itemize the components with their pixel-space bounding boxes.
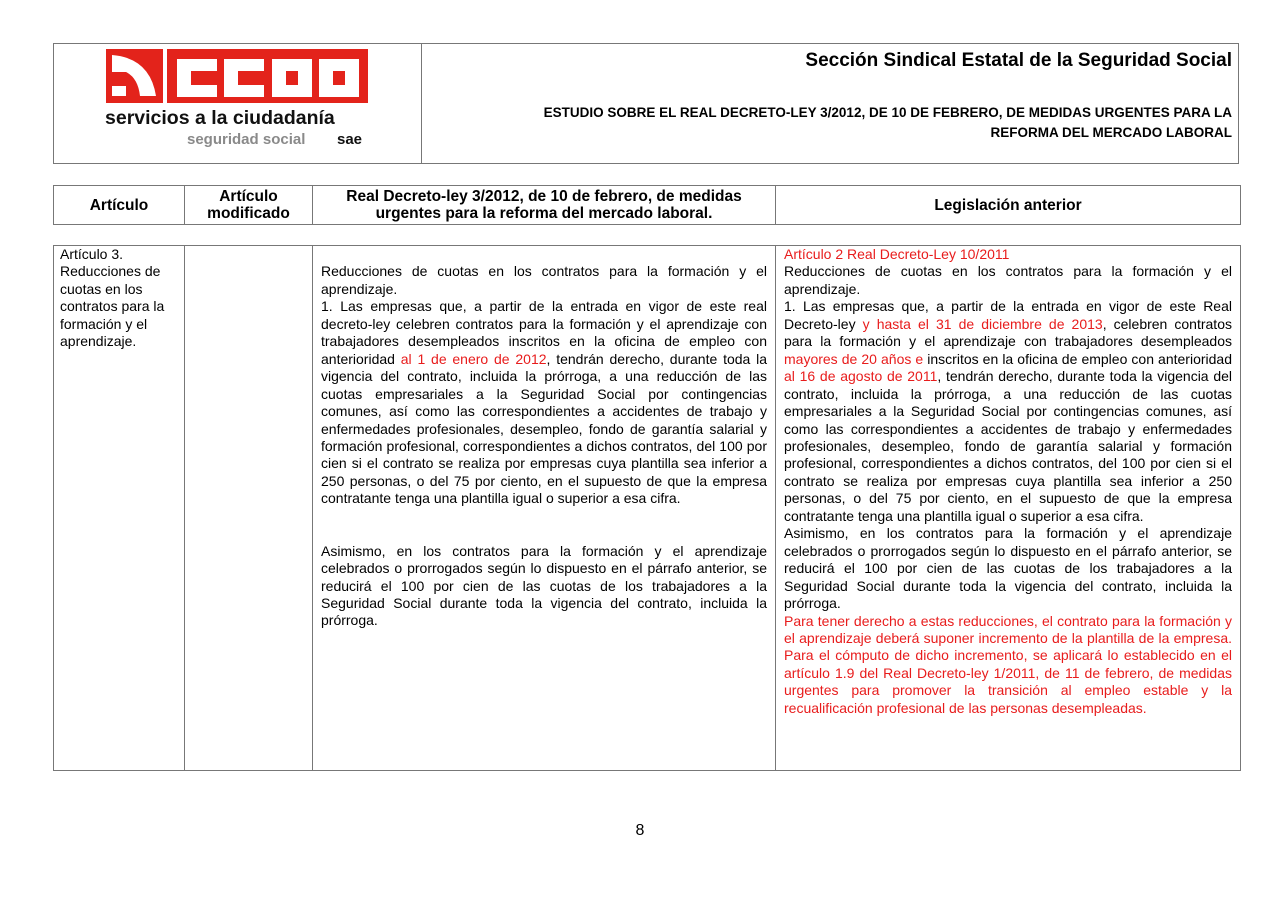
highlighted-change: Para tener derecho a estas reducciones, el contrato para la formación y el aprendizaje deberá suponer incremento de la plantilla de la empresa. Para el cómputo de dicho incremento, se aplicará lo establecido en el artículo 1.9 del Real Decreto-ley 1/2011, de 11 de febrero, de medidas urgentes para promover la transición al empleo estable y la recualificación profesional de las personas desempleadas. (784, 612, 1232, 716)
page-number: 8 (635, 822, 645, 839)
comparison-table (53, 245, 1241, 771)
header-articulo: Artículo (54, 186, 185, 225)
paragraph (321, 543, 767, 630)
paragraph (784, 263, 1232, 298)
highlighted-change: mayores de 20 años e (784, 350, 924, 367)
paragraph (321, 298, 767, 507)
study-title: ESTUDIO SOBRE EL REAL DECRETO-LEY 3/2012, DE 10 DE FEBRERO, DE MEDIDAS URGENTES PARA LA REFORMA DEL MERCADO LABORAL (543, 105, 1232, 140)
paragraph (321, 263, 767, 298)
svg-text:servicios a la ciudadanía: servicios a la ciudadanía (105, 107, 335, 129)
svg-text:sae: sae (337, 131, 363, 148)
paragraph (784, 525, 1232, 612)
highlighted-change: al 1 de enero de 2012 (400, 350, 547, 367)
text-segment: , celebren contratos para la formación y el aprendizaje con trabajadores desempleados (784, 315, 1232, 350)
cell-articulo-modificado (185, 246, 313, 771)
blank-line (321, 246, 767, 263)
header-articulo-modificado: Artículo modificado (185, 186, 313, 225)
text-segment: 1. Las empresas que, a partir de la entrada en vigor de este real decreto-ley celebren contratos para la formación y el aprendizaje con trabajadores desempleados inscritos en la oficina de empleo con anterioridad (321, 298, 767, 367)
paragraph (784, 613, 1232, 718)
highlighted-change: al 16 de agosto de 2011 (784, 368, 938, 385)
document-header (53, 43, 1239, 164)
svg-text:seguridad social: seguridad social (187, 131, 306, 148)
text-segment: inscritos en la oficina de empleo con anterioridad (923, 350, 1232, 367)
text-segment: Asimismo, en los contratos para la formación y el aprendizaje celebrados o prorrogados según lo dispuesto en el párrafo anterior, se reducirá el 100 por cien de las cuotas de los trabajadores a la Seguridad Social durante toda la vigencia del contrato, incluida la prórroga. (784, 525, 1232, 612)
highlighted-change: Artículo 2 Real Decreto-Ley 10/2011 (784, 246, 1010, 262)
text-segment: , tendrán derecho, durante toda la vigencia del contrato, incluida la prórroga, a una reducción de las cuotas empresariales a la Seguridad Social por contingencias comunes, así como las correspondientes a accidentes de trabajo y enfermedades profesionales, desempleo, fondo de garantía salarial y formación profesional, correspondientes a dichos contratos, del 100 por cien si el contrato se realiza por empresas cuya plantilla sea inferior a 250 personas, o del 75 por ciento, en el supuesto de que la empresa contratante tenga una plantilla igual o superior a esa cifra. (784, 368, 1232, 524)
section-title: Sección Sindical Estatal de la Seguridad Social (805, 50, 1232, 71)
cell-legislacion-anterior (776, 246, 1241, 771)
table-row (54, 246, 1241, 771)
cell-articulo: Artículo 3. Reducciones de cuotas en los contratos para la formación y el aprendizaje. (54, 246, 185, 771)
header-real-decreto: Real Decreto-ley 3/2012, de 10 de febrero, de medidas urgentes para la reforma del mercado laboral. (313, 186, 776, 225)
highlighted-change: y hasta el 31 de diciembre de 2013 (862, 315, 1103, 332)
column-header-table (53, 185, 1241, 225)
blank-line (321, 508, 767, 525)
blank-line (321, 525, 767, 542)
ccoo-logo (54, 44, 422, 163)
text-segment: Reducciones de cuotas en los contratos para la formación y el aprendizaje. (321, 263, 767, 297)
cell-nuevo-texto (313, 246, 776, 771)
text-segment: , tendrán derecho, durante toda la vigencia del contrato, incluida la prórroga, a una reducción de las cuotas empresariales a la Seguridad Social por contingencias comunes, así como las correspondientes a accidentes de trabajo y enfermedades profesionales, desempleo, fondo de garantía salarial y formación profesional, correspondientes a dichos contratos, del 100 por cien si el contrato se realiza por empresas cuya plantilla sea inferior a 250 personas, o del 75 por ciento, en el supuesto de que la empresa contratante tenga una plantilla igual o superior a esa cifra. (321, 350, 768, 507)
header-legislacion-anterior: Legislación anterior (776, 186, 1241, 225)
paragraph (784, 246, 1232, 263)
text-segment: 1. Las empresas que, a partir de la entrada en vigor de este Real Decreto-ley (784, 298, 1232, 332)
ccoo-logo-icon (54, 44, 420, 163)
text-segment: Asimismo, en los contratos para la formación y el aprendizaje celebrados o prorrogados según lo dispuesto en el párrafo anterior, se reducirá el 100 por cien de las cuotas de los trabajadores a la Seguridad Social durante toda la vigencia del contrato, incluida la prórroga. (321, 542, 767, 629)
paragraph (784, 298, 1232, 525)
text-segment: Reducciones de cuotas en los contratos para la formación y el aprendizaje. (784, 263, 1232, 297)
